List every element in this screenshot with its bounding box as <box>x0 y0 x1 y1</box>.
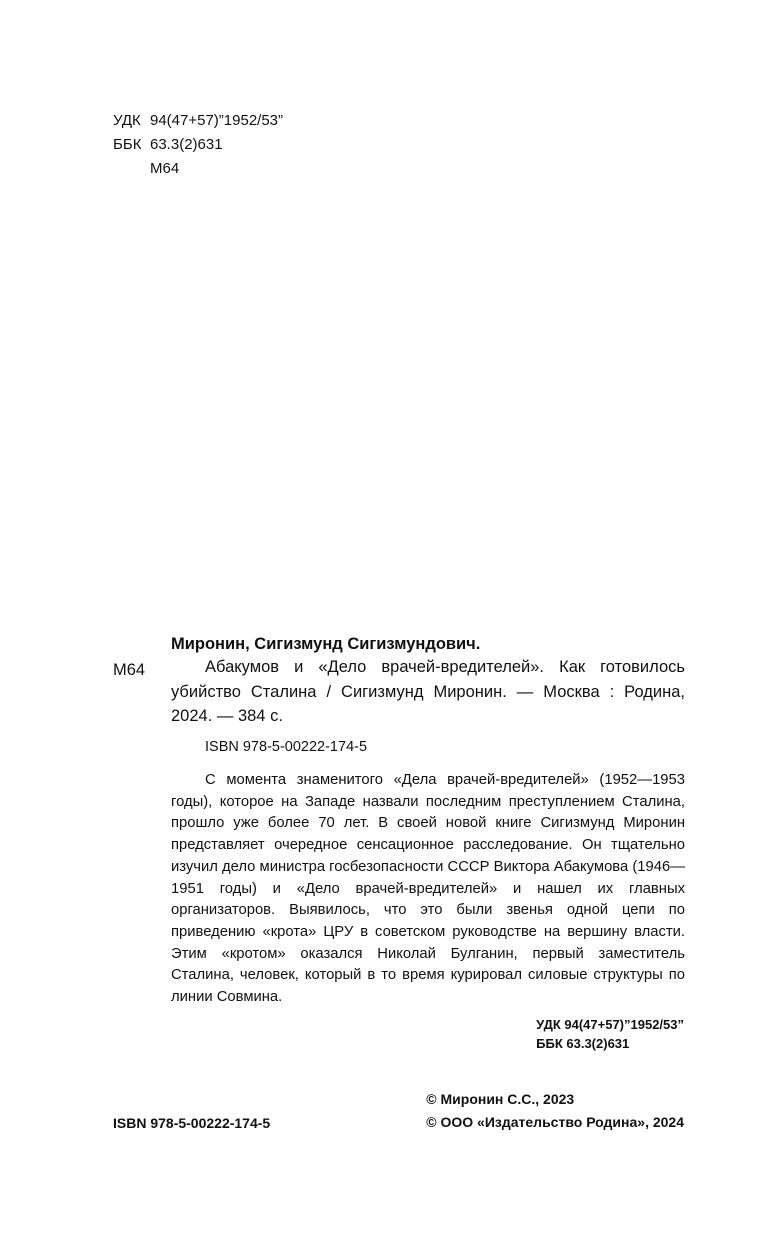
annotation-text: С момента знаменитого «Дела врачей-вредителей» (1952—1953 годы), которое на Западе назвали последним преступлением Сталина, прошло уже более 70 лет. В своей новой книге Сигизмунд Миронин представляет очередное сенсационное расследование. Он тщательно изучил дело министра госбезопасности СССР Виктора Абакумова (1946—1951 годы) и «Дело врачей-вредителей» и нашел их главных организаторов. Выявилось, что это были звенья одной цепи по приведению «крота» ЦРУ в советском руководстве на вершину власти. Этим «кротом» оказался Николай Булганин, первый заместитель Сталина, человек, который в то время курировал силовые структуры по линии Совмина. <box>171 772 685 1006</box>
author-mark: М64 <box>113 661 146 679</box>
isbn-footer: ISBN 978-5-00222-174-5 <box>113 1115 271 1131</box>
author-mark-top: М64 <box>150 160 180 177</box>
author-heading: Миронин, Сигизмунд Сигизмундович. <box>171 635 481 653</box>
copyright-author: © Миронин С.С., 2023 <box>426 1091 575 1107</box>
bbk-row <box>113 133 283 157</box>
bottom-classification-codes <box>536 1015 684 1053</box>
classification-codes <box>113 109 283 181</box>
bottom-bbk: ББК 63.3(2)631 <box>536 1036 630 1051</box>
udk-value: 94(47+57)”1952/53” <box>150 112 284 129</box>
udk-row <box>113 109 283 133</box>
copyright-block <box>426 1088 684 1134</box>
udk-label: УДК <box>113 112 141 129</box>
isbn-record: ISBN 978-5-00222-174-5 <box>205 739 368 755</box>
bbk-label: ББК <box>113 136 142 153</box>
bbk-value: 63.3(2)631 <box>150 136 223 153</box>
copyright-publisher: © ООО «Издательство Родина», 2024 <box>426 1114 684 1130</box>
bottom-udk: УДК 94(47+57)”1952/53” <box>536 1017 684 1032</box>
title-statement: Абакумов и «Дело врачей-вредителей». Как готовилось убийство Сталина / Сигизмунд Миронин. — Москва : Родина, 2024. — 384 с. <box>171 658 685 725</box>
